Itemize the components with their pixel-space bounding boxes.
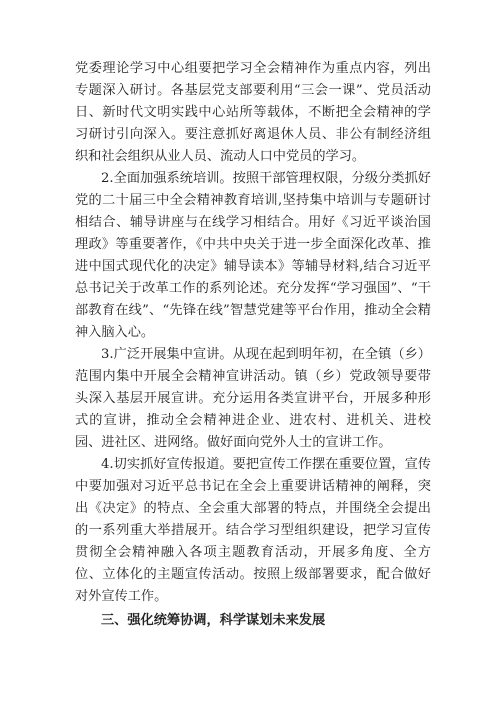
document-body [75,58,431,632]
paragraph-intro: 党委理论学习中心组要把学习全会精神作为重点内容，列出专题深入研讨。各基层党支部要利用“三会一课”、党员活动日、新时代文明实践中心站所等载体，不断把全会精神的学习研讨引向深入。要注意抓好离退休人员、非公有制经济组织和社会组织从业人员、流动人口中党员的学习。 [75,61,431,164]
section-heading: 三、强化统筹协调，科学谋划未来发展 [101,613,326,628]
paragraph-item-2: 2.全面加强系统培训。按照干部管理权限，分级分类抓好党的二十届三中全会精神教育培训,坚持集中培训与专题研讨相结合、辅导讲座与在线学习相结合。用好《习近平谈治国理政》等重要著作，《中共中央关于进一步全面深化改革、推进中国式现代化的决定》辅导读本》等辅导材料,结合习近平总书记关于改革工作的系列论述。充分发挥“学习强国”、“干部教育在线”、“先锋在线”智慧党建等平台作用，推动全会精神入脑入心。 [75,171,431,340]
paragraph-item-4: 4.切实抓好宣传报道。要把宣传工作摆在重要位置，宣传中要加强对习近平总书记在全会上重要讲话精神的阐释，突出《决定》的特点、全会重大部署的特点，并围绕全会提出的一系列重大举措展开。结合学习型组织建设，把学习宣传贯彻全会精神融入各项主题教育活动，开展多角度、全方位、立体化的主题宣传活动。按照上级部署要求，配合做好对外宣传工作。 [75,457,431,604]
paragraph-item-3: 3.广泛开展集中宣讲。从现在起到明年初，在全镇（乡）范围内集中开展全会精神宣讲活动。镇（乡）党政领导要带头深入基层开展宣讲。充分运用各类宣讲平台，开展多种形式的宣讲，推动全会精神进企业、进农村、进机关、进校园、进社区、进网络。做好面向党外人士的宣讲工作。 [75,347,431,450]
